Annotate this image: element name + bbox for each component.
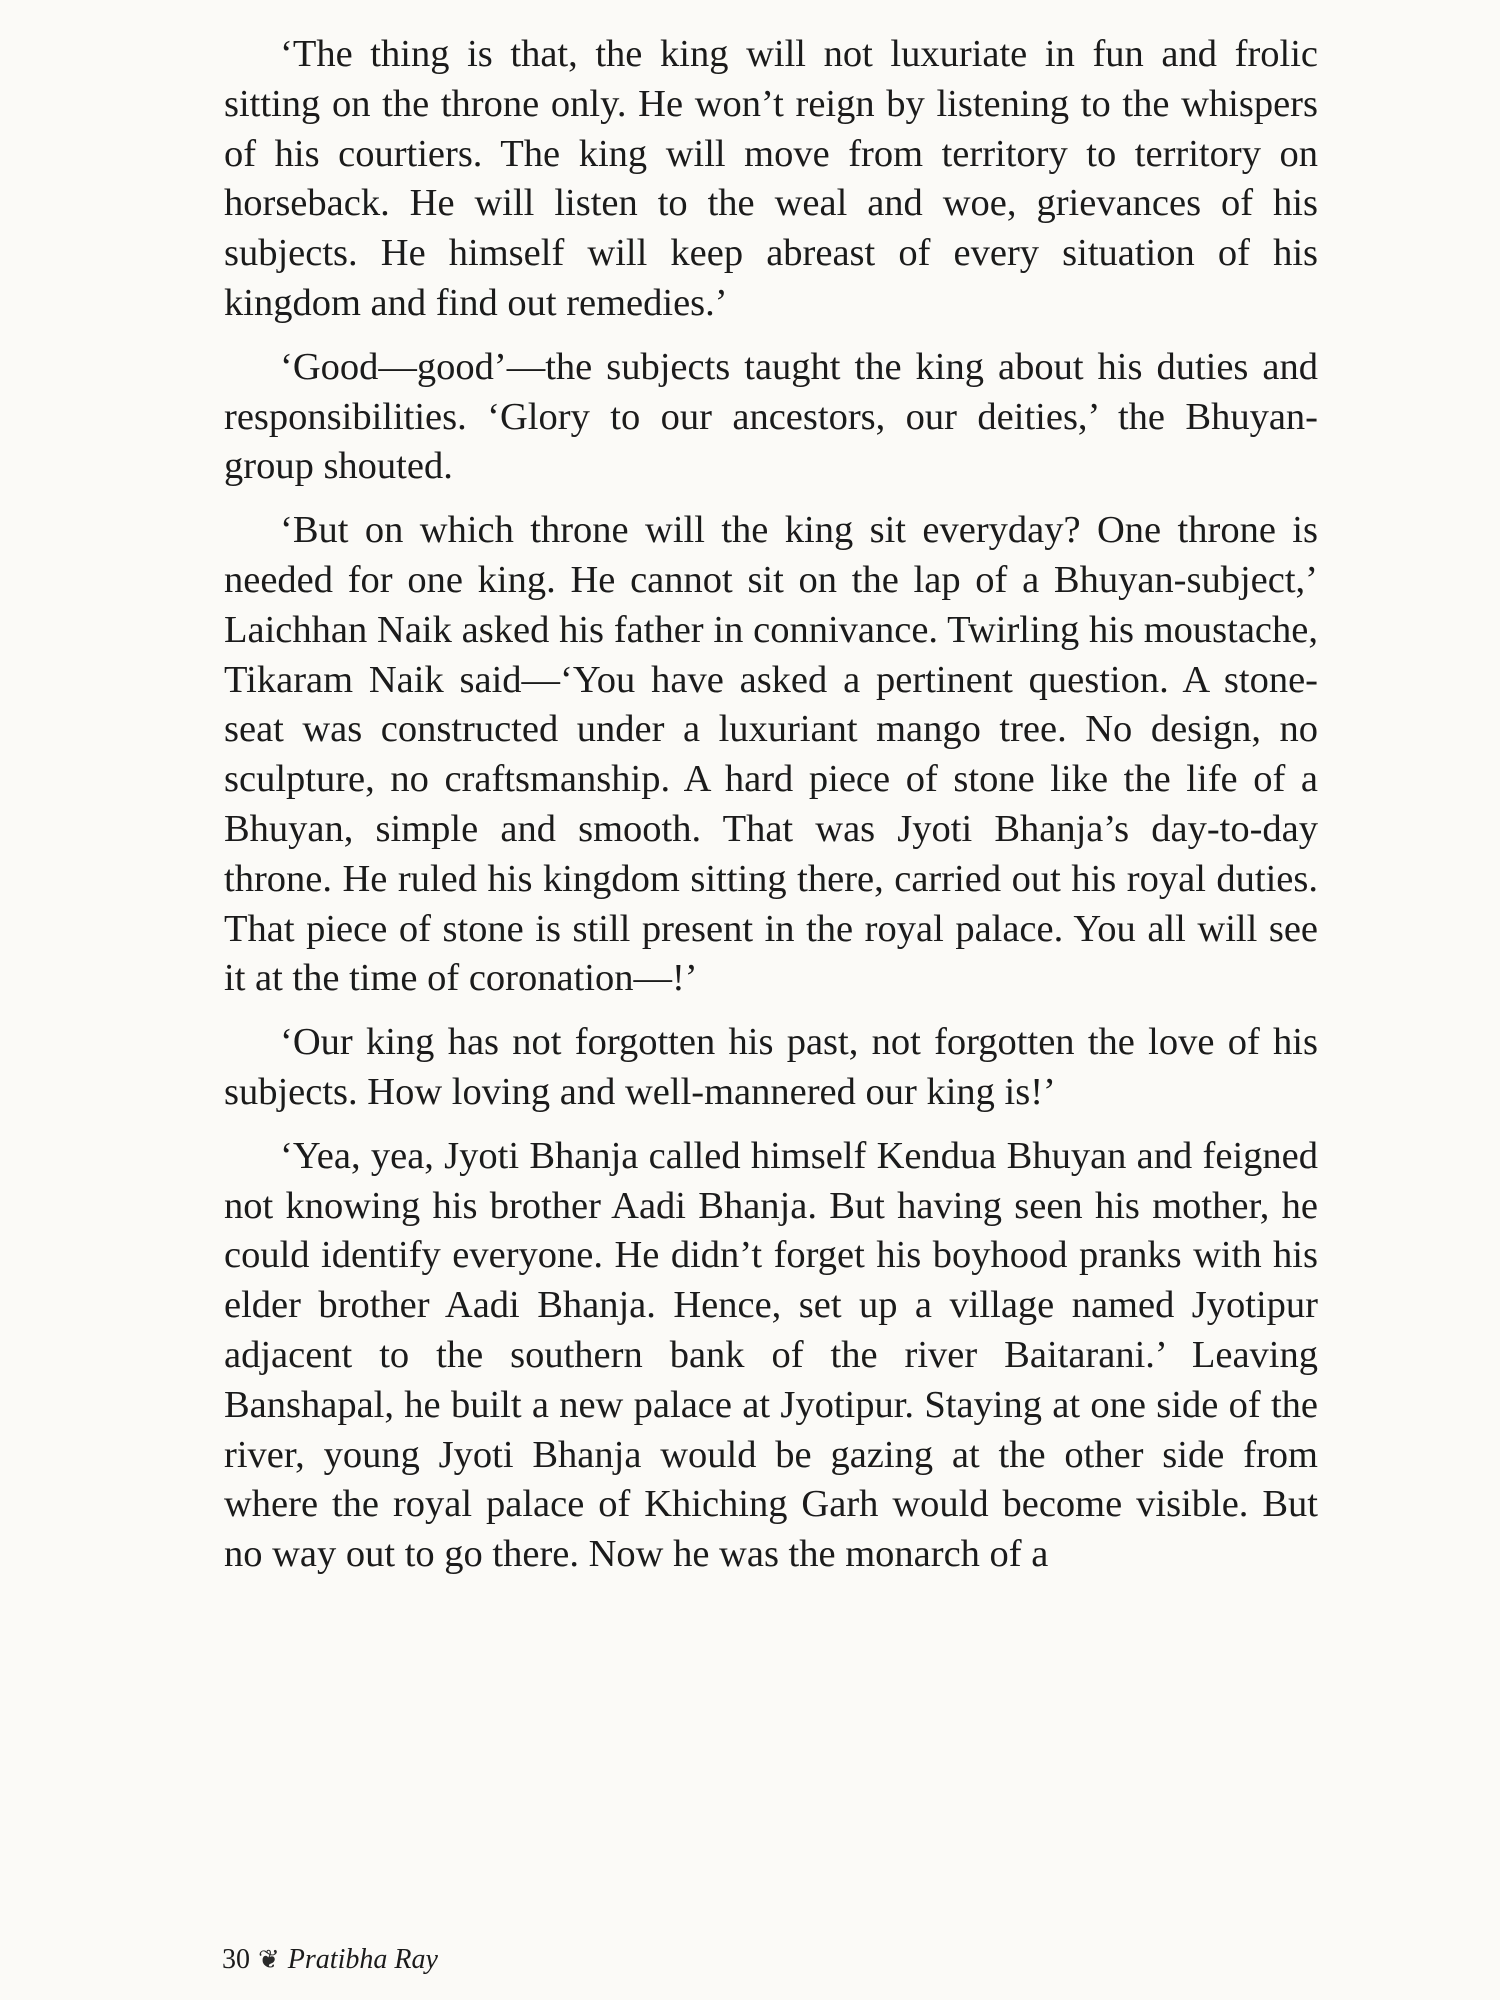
author-name: Pratibha Ray <box>287 1944 438 1975</box>
paragraph: ‘Our king has not forgotten his past, not forgotten the love of his subjects. How loving and well-mannered our king is!’ <box>224 1021 1318 1113</box>
body-text <box>224 30 1318 1580</box>
paragraph: ‘Good—good’—the subjects taught the king about his duties and responsibilities. ‘Glory to our ancestors, our deities,’ the Bhuyan-group shouted. <box>224 345 1318 488</box>
fleuron-icon: ❦ <box>258 1945 280 1974</box>
page-number: 30 <box>222 1944 250 1975</box>
page-footer <box>222 1944 438 1976</box>
paragraph: ‘But on which throne will the king sit everyday? One throne is needed for one king. He cannot sit on the lap of a Bhuyan-subject,’ Laichhan Naik asked his father in connivance. Twirling his moustache, Tikaram Naik said—‘You have asked a pertinent question. A stone-seat was constructed under a luxuriant mango tree. No design, no sculpture, no craftsmanship. A hard piece of stone like the life of a Bhuyan, simple and smooth. That was Jyoti Bhanja’s day-to-day throne. He ruled his kingdom sitting there, carried out his royal duties. That piece of stone is still present in the royal palace. You all will see it at the time of coronation—!’ <box>224 509 1318 1000</box>
paragraph: ‘The thing is that, the king will not luxuriate in fun and frolic sitting on the throne only. He won’t reign by listening to the whispers of his courtiers. The king will move from territory to territory on horseback. He will listen to the weal and woe, grievances of his subjects. He himself will keep abreast of every situation of his kingdom and find out remedies.’ <box>224 33 1318 324</box>
paragraph: ‘Yea, yea, Jyoti Bhanja called himself Kendua Bhuyan and feigned not knowing his brother Aadi Bhanja. But having seen his mother, he could identify everyone. He didn’t forget his boyhood pranks with his elder brother Aadi Bhanja. Hence, set up a village named Jyotipur adjacent to the southern bank of the river Baitarani.’ Leaving Banshapal, he built a new palace at Jyotipur. Staying at one side of the river, young Jyoti Bhanja would be gazing at the other side from where the royal palace of Khiching Garh would become visible. But no way out to go there. Now he was the monarch of a <box>224 1134 1318 1576</box>
